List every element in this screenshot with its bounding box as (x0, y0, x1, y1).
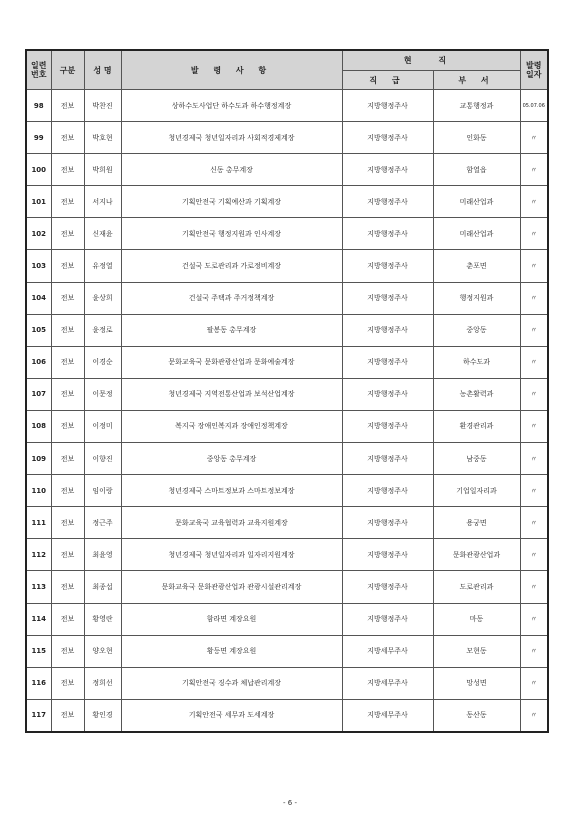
row-date: 〃 (520, 635, 548, 667)
row-num: 109 (26, 443, 51, 475)
row-type: 전보 (51, 218, 84, 250)
row-dept: 하수도과 (433, 346, 520, 378)
header-grade: 직 급 (342, 71, 433, 90)
row-grade: 지방행정주사 (342, 250, 433, 282)
row-date: 〃 (520, 250, 548, 282)
row-num: 116 (26, 667, 51, 699)
row-grade: 지방행정주사 (342, 314, 433, 346)
row-dept: 함열읍 (433, 154, 520, 186)
row-type: 전보 (51, 122, 84, 154)
row-date: 〃 (520, 282, 548, 314)
row-num: 112 (26, 539, 51, 571)
table-row (26, 507, 548, 539)
row-type: 전보 (51, 410, 84, 442)
row-type: 전보 (51, 443, 84, 475)
row-num: 99 (26, 122, 51, 154)
row-name: 유정열 (84, 250, 121, 282)
table-row (26, 667, 548, 699)
row-grade: 지방행정주사 (342, 410, 433, 442)
row-name: 황인경 (84, 699, 121, 732)
table-row (26, 603, 548, 635)
table-row (26, 186, 548, 218)
row-grade: 지방세무주사 (342, 699, 433, 732)
row-name: 이정미 (84, 410, 121, 442)
table-row (26, 635, 548, 667)
row-type: 전보 (51, 90, 84, 122)
header-dept: 부 서 (433, 71, 520, 90)
row-dept: 마동 (433, 603, 520, 635)
row-content: 기획안전국 세무과 도세계장 (121, 699, 342, 732)
row-name: 박찬진 (84, 90, 121, 122)
row-num: 117 (26, 699, 51, 732)
row-dept: 중앙동 (433, 314, 520, 346)
row-grade: 지방세무주사 (342, 667, 433, 699)
row-grade: 지방행정주사 (342, 571, 433, 603)
row-date: 〃 (520, 314, 548, 346)
row-dept: 교통행정과 (433, 90, 520, 122)
row-type: 전보 (51, 250, 84, 282)
row-date: 〃 (520, 603, 548, 635)
row-date: 〃 (520, 186, 548, 218)
row-num: 115 (26, 635, 51, 667)
row-type: 전보 (51, 154, 84, 186)
row-date: 〃 (520, 507, 548, 539)
row-date: 〃 (520, 667, 548, 699)
header-current: 현 직 (342, 50, 520, 71)
table-row (26, 346, 548, 378)
row-type: 전보 (51, 186, 84, 218)
row-name: 윤정로 (84, 314, 121, 346)
row-content: 청년경제국 스마트정보과 스마트정보계장 (121, 475, 342, 507)
row-content: 건설국 도로관리과 가로정비계장 (121, 250, 342, 282)
table-row (26, 282, 548, 314)
row-date: 05.07.06 (520, 90, 548, 122)
row-name: 서지나 (84, 186, 121, 218)
row-grade: 지방행정주사 (342, 603, 433, 635)
row-grade: 지방행정주사 (342, 507, 433, 539)
row-date: 〃 (520, 346, 548, 378)
row-num: 113 (26, 571, 51, 603)
row-num: 98 (26, 90, 51, 122)
row-content: 기획안전국 기획예산과 기획계장 (121, 186, 342, 218)
row-type: 전보 (51, 571, 84, 603)
row-name: 이향진 (84, 443, 121, 475)
row-type: 전보 (51, 507, 84, 539)
row-dept: 춘포면 (433, 250, 520, 282)
header-name: 성 명 (84, 50, 121, 90)
row-content: 황등면 계장요원 (121, 635, 342, 667)
row-dept: 환경관리과 (433, 410, 520, 442)
row-content: 문화교육국 교육협력과 교육지원계장 (121, 507, 342, 539)
personnel-table (25, 49, 549, 733)
row-num: 102 (26, 218, 51, 250)
row-dept: 모현동 (433, 635, 520, 667)
row-grade: 지방행정주사 (342, 443, 433, 475)
row-date: 〃 (520, 378, 548, 410)
row-dept: 미래산업과 (433, 186, 520, 218)
row-dept: 미래산업과 (433, 218, 520, 250)
table-row (26, 571, 548, 603)
row-date: 〃 (520, 218, 548, 250)
table-body (26, 90, 548, 732)
row-num: 114 (26, 603, 51, 635)
row-num: 106 (26, 346, 51, 378)
row-grade: 지방행정주사 (342, 90, 433, 122)
row-content: 문화교육국 문화관광산업과 문화예술계장 (121, 346, 342, 378)
row-num: 108 (26, 410, 51, 442)
table-row (26, 378, 548, 410)
row-grade: 지방행정주사 (342, 346, 433, 378)
row-content: 함라면 계장요원 (121, 603, 342, 635)
row-name: 최종섭 (84, 571, 121, 603)
table-row (26, 90, 548, 122)
row-type: 전보 (51, 346, 84, 378)
row-num: 100 (26, 154, 51, 186)
header-type: 구분 (51, 50, 84, 90)
row-date: 〃 (520, 571, 548, 603)
row-dept: 망성면 (433, 667, 520, 699)
row-date: 〃 (520, 410, 548, 442)
row-num: 103 (26, 250, 51, 282)
table-row (26, 443, 548, 475)
row-dept: 도로관리과 (433, 571, 520, 603)
row-num: 101 (26, 186, 51, 218)
header-content: 발 령 사 항 (121, 50, 342, 90)
row-content: 문화교육국 문화관광산업과 관광시설관리계장 (121, 571, 342, 603)
row-type: 전보 (51, 378, 84, 410)
table-header (26, 50, 548, 90)
row-name: 신재윤 (84, 218, 121, 250)
row-name: 윤상희 (84, 282, 121, 314)
row-dept: 남중동 (433, 443, 520, 475)
row-grade: 지방행정주사 (342, 154, 433, 186)
row-name: 임이랑 (84, 475, 121, 507)
row-num: 110 (26, 475, 51, 507)
row-grade: 지방행정주사 (342, 186, 433, 218)
row-content: 청년경제국 지역전통산업과 보석산업계장 (121, 378, 342, 410)
row-grade: 지방행정주사 (342, 539, 433, 571)
row-dept: 문화관광산업과 (433, 539, 520, 571)
row-date: 〃 (520, 443, 548, 475)
row-type: 전보 (51, 475, 84, 507)
row-type: 전보 (51, 699, 84, 732)
row-date: 〃 (520, 154, 548, 186)
row-dept: 동산동 (433, 699, 520, 732)
row-content: 중앙동 총무계장 (121, 443, 342, 475)
row-name: 최윤영 (84, 539, 121, 571)
row-name: 이경순 (84, 346, 121, 378)
row-content: 복지국 장애인복지과 장애인정책계장 (121, 410, 342, 442)
row-name: 황영란 (84, 603, 121, 635)
row-name: 박호현 (84, 122, 121, 154)
table-row (26, 475, 548, 507)
row-name: 정근주 (84, 507, 121, 539)
table-row (26, 218, 548, 250)
row-name: 정희선 (84, 667, 121, 699)
row-type: 전보 (51, 635, 84, 667)
row-dept: 인화동 (433, 122, 520, 154)
row-content: 기획안전국 행정지원과 인사계장 (121, 218, 342, 250)
table-row (26, 250, 548, 282)
table-row (26, 154, 548, 186)
row-dept: 용궁면 (433, 507, 520, 539)
table-row (26, 539, 548, 571)
row-grade: 지방행정주사 (342, 282, 433, 314)
row-num: 107 (26, 378, 51, 410)
row-content: 청년경제국 청년일자리과 일자리지원계장 (121, 539, 342, 571)
row-content: 기획안전국 징수과 체납관리계장 (121, 667, 342, 699)
row-grade: 지방행정주사 (342, 475, 433, 507)
row-type: 전보 (51, 314, 84, 346)
row-content: 상하수도사업단 하수도과 하수행정계장 (121, 90, 342, 122)
row-name: 이문정 (84, 378, 121, 410)
row-date: 〃 (520, 475, 548, 507)
row-num: 105 (26, 314, 51, 346)
table-row (26, 314, 548, 346)
row-type: 전보 (51, 282, 84, 314)
table-row (26, 122, 548, 154)
row-date: 〃 (520, 539, 548, 571)
row-grade: 지방행정주사 (342, 122, 433, 154)
page-number: - 6 - (283, 799, 297, 807)
row-name: 박희원 (84, 154, 121, 186)
row-type: 전보 (51, 603, 84, 635)
row-type: 전보 (51, 539, 84, 571)
row-dept: 농촌활력과 (433, 378, 520, 410)
row-content: 건설국 주택과 주거정책계장 (121, 282, 342, 314)
header-num: 일련 번호 (26, 50, 51, 90)
row-grade: 지방행정주사 (342, 378, 433, 410)
row-date: 〃 (520, 699, 548, 732)
row-type: 전보 (51, 667, 84, 699)
table-row (26, 410, 548, 442)
row-content: 청년경제국 청년일자리과 사회적경제계장 (121, 122, 342, 154)
row-content: 팔봉동 총무계장 (121, 314, 342, 346)
header-date: 발령 일자 (520, 50, 548, 90)
row-dept: 기업일자리과 (433, 475, 520, 507)
row-date: 〃 (520, 122, 548, 154)
row-num: 111 (26, 507, 51, 539)
row-num: 104 (26, 282, 51, 314)
row-name: 양오현 (84, 635, 121, 667)
row-grade: 지방행정주사 (342, 218, 433, 250)
row-content: 신동 총무계장 (121, 154, 342, 186)
row-grade: 지방세무주사 (342, 635, 433, 667)
table-row (26, 699, 548, 732)
row-dept: 행정지원과 (433, 282, 520, 314)
